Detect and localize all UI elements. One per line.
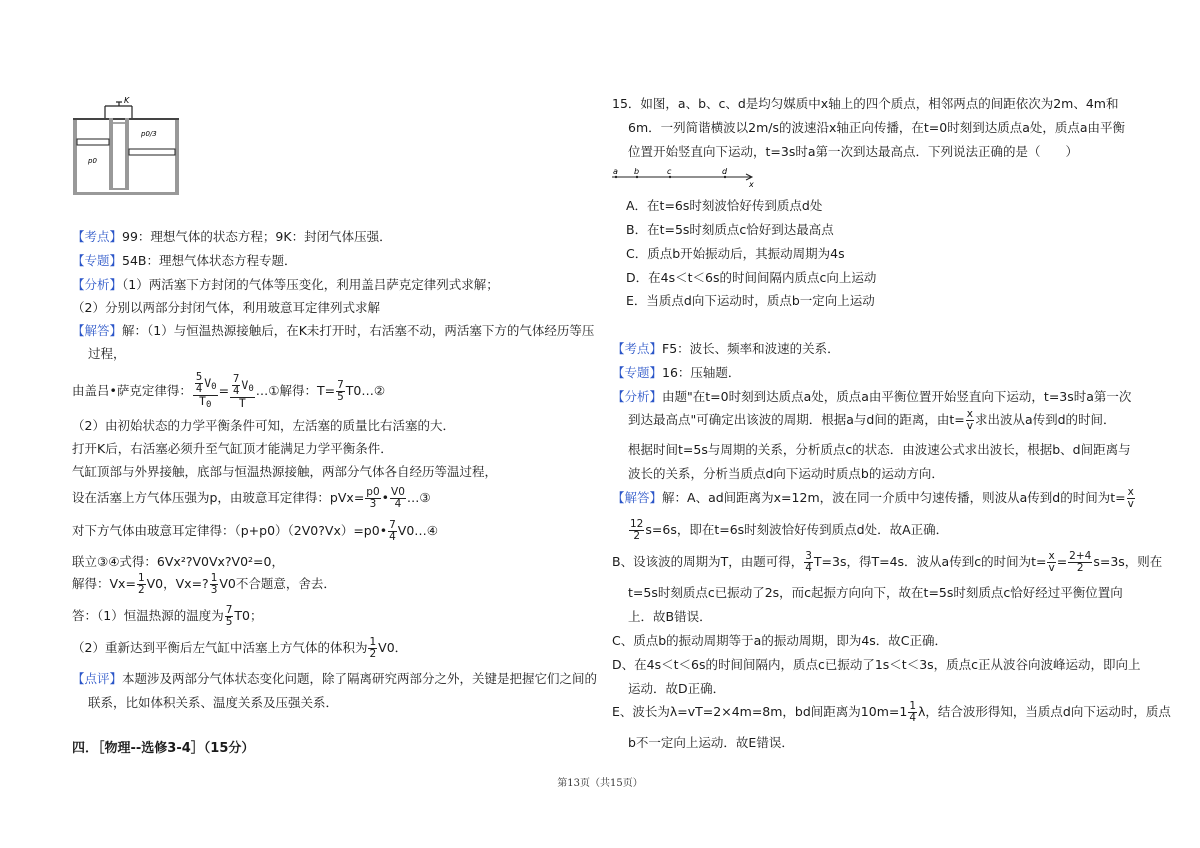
kaodian-r-line (612, 341, 840, 357)
q15-line-2: 6m．一列简谐横波以2m/s的波速沿x轴正向传播，在t=0时刻到达质点a处，质点a由平衡 (628, 120, 1126, 135)
eq6-prefix: 解得：Vx= (72, 576, 136, 591)
eq8-n1: 1 (369, 636, 377, 648)
e-n: 1 (909, 700, 917, 712)
dianping-text-1: 本题涉及两部分气体状态变化问题，除了隔离研究两部分之外，关键是把握它们之间的 (122, 671, 598, 686)
point-a-label: a (613, 167, 618, 176)
b-eq: = (1056, 554, 1068, 569)
b-n1: 3 (805, 550, 812, 562)
zhuanti-text: 54B：理想气体状态方程专题． (122, 253, 297, 268)
eq1-d2: 4 (233, 385, 240, 397)
option-b-explain-2: t=5s时刻质点c已振动了2s，而c起振方向向下，故在t=5s时刻质点c恰好经过平衡位置向 (628, 585, 1123, 600)
fenxi-tag: 【分析】 (72, 277, 123, 292)
eq6-frac1 (137, 573, 146, 596)
equation-6 (72, 572, 336, 596)
b-a: B、设该波的周期为T，由题可得， (612, 554, 804, 569)
valve-k-label: K (124, 96, 130, 105)
eq1-n2: 7 (233, 373, 240, 385)
eq8-suffix: V0． (378, 640, 408, 655)
jieda-r-l2n: 12 (630, 518, 644, 530)
zhuanti-r-text: 16：压轴题． (662, 365, 741, 380)
fenxi-r-fd: v (966, 420, 973, 432)
option-b-explain-1 (612, 550, 1162, 574)
eq1-v0b: V (241, 378, 249, 392)
eq8-prefix: （2）重新达到平衡后左气缸中活塞上方气体的体积为 (72, 640, 368, 655)
jieda-r-2: s=6s，即在t=6s时刻波恰好传到质点d处．故A正确． (645, 522, 949, 537)
fenxi-r-text-1: 由题"在t=0时刻到达质点a处，质点a由平衡位置开始竖直向下运动，t=3s时a第一次 (662, 389, 1132, 404)
eq1-mid: …①解得：T= (255, 383, 336, 398)
eq4-suffix: V0…④ (397, 523, 438, 538)
eq1-v0: V (204, 376, 212, 390)
fenxi-r-line-2 (612, 408, 1116, 432)
eq6-suffix: V0不合题意，舍去． (219, 576, 336, 591)
zhuanti-r-tag: 【专题】 (612, 365, 663, 380)
left-gas-label: p0 (88, 157, 97, 165)
b-frac3 (1068, 551, 1092, 574)
b-b: T=3s，得T=4s．波从a传到c的时间为t= (813, 554, 1047, 569)
kaodian-r-tag: 【考点】 (612, 341, 663, 356)
eq7-d1: 5 (225, 616, 233, 628)
kaodian-r-text: F5：波长、频率和波速的关系． (662, 341, 840, 356)
right-gas-label: p0/3 (141, 130, 157, 138)
option-e: E．当质点d向下运动时，质点b一定向上运动 (626, 293, 875, 308)
jieda-text-1: 解：（1）与恒温热源接触后，在K未打开时，右活塞不动，两活塞下方的气体经历等压 (122, 323, 595, 338)
jieda-r-fn: x (1127, 486, 1134, 498)
fenxi-line (72, 277, 499, 293)
b-c: s=3s，则在 (1093, 554, 1163, 569)
option-e-explain-1 (612, 700, 1171, 724)
axis-x-label: x (749, 180, 754, 189)
eq1-t0-sub: 0 (205, 400, 212, 410)
option-e-explain-2: b不一定向上运动．故E错误． (628, 735, 794, 750)
eq3-n2: V0 (391, 486, 405, 498)
fenxi-text-2: （2）分别以两部分封闭气体，利用玻意耳定律列式求解 (72, 300, 380, 315)
option-c: C．质点b开始振动后，其振动周期为4s (626, 246, 845, 261)
eq1-n1: 5 (195, 371, 203, 383)
fenxi-text-1: （1）两活塞下方封闭的气体等压变化，利用盖吕萨克定律列式求解； (122, 277, 499, 292)
equation-4 (72, 519, 438, 543)
eq7-prefix: 答：（1）恒温热源的温度为 (72, 608, 224, 623)
eq4-prefix: 对下方气体由玻意耳定律得：（p+p0）（2V0?Vx）=p0• (72, 523, 388, 538)
eq1-fd: 5 (337, 391, 344, 403)
point-b-label: b (634, 167, 640, 176)
dianping-text-2: 联系，比如体积关系、温度关系及压强关系． (88, 695, 339, 710)
b-frac1 (804, 551, 813, 574)
fenxi-r-text-3: 根据时间t=5s与周期的关系，分析质点c的状态．由波速公式求出波长，根据b、d间距离与 (628, 442, 1131, 457)
eq6-mid: V0，Vx=? (146, 576, 209, 591)
fenxi-r-2b: 求出波从a传到d的时间． (974, 412, 1116, 427)
eq1-suffix: T0…② (345, 383, 386, 398)
jieda-r-line-1 (612, 486, 1136, 510)
dianping-tag: 【点评】 (72, 671, 123, 686)
fenxi-r-line (612, 389, 1131, 405)
option-d-explain-1: D、在4s＜t＜6s的时间间隔内，质点c已振动了1s＜t＜3s，质点c正从波谷向波峰运动，即向上 (612, 657, 1141, 672)
para-3: 打开K后，右活塞必须升至气缸顶才能满足力学平衡条件． (72, 441, 393, 456)
b-n3: 2+4 (1069, 550, 1092, 562)
equation-8 (72, 636, 407, 660)
eq1-t0: T (199, 394, 206, 408)
jieda-tag: 【解答】 (72, 323, 123, 338)
dianping-line (72, 671, 597, 687)
point-c-label: c (667, 167, 672, 176)
eq1-v0-sub: 0 (211, 382, 217, 392)
eq3-frac2 (390, 487, 406, 510)
eq7-frac (225, 605, 234, 628)
jieda-r-frac (1127, 487, 1135, 510)
eq4-d1: 4 (389, 531, 396, 543)
eq1-v0b-sub: 0 (248, 384, 254, 394)
eq3-d2: 4 (394, 498, 402, 510)
fenxi-r-frac (966, 409, 974, 432)
kaodian-text: 99：理想气体的状态方程；9K：封闭气体压强． (122, 229, 392, 244)
e-a: E、波长为λ=vT=2×4m=8m，bd间距离为10m=1 (612, 704, 908, 719)
b-d1: 4 (805, 562, 812, 574)
eq6-frac2 (210, 573, 219, 596)
eq3-suffix: …③ (406, 490, 431, 505)
cylinder-figure (72, 96, 182, 196)
eq1-fraction-right (230, 374, 255, 409)
eq3-d1: 3 (369, 498, 377, 510)
eq4-frac (388, 520, 397, 543)
eq3-dot: • (381, 490, 390, 505)
zhuanti-r-line (612, 365, 740, 381)
e-b: λ，结合波形得知，当质点d向下运动时，质点 (918, 704, 1171, 719)
jieda-r-tag: 【解答】 (612, 490, 663, 505)
eq3-frac1 (365, 487, 380, 510)
option-a: A．在t=6s时刻波恰好传到质点d处 (626, 198, 823, 213)
option-c-explain: C、质点b的振动周期等于a的振动周期，即为4s．故C正确． (612, 633, 948, 648)
eq1-t: T (238, 396, 246, 410)
fenxi-r-2a: 到达最高点"可确定出该波的周期．根据a与d间的距离，由t= (628, 412, 965, 427)
e-frac (908, 701, 917, 724)
jieda-text-1b: 过程， (88, 346, 126, 361)
option-b-explain-3: 上．故B错误． (628, 609, 712, 624)
eq8-d1: 2 (369, 648, 377, 660)
equation-7 (72, 604, 263, 628)
kaodian-line (72, 229, 392, 245)
eq6-n2: 1 (210, 572, 218, 584)
eq1-fraction-result (336, 380, 345, 403)
eq1-fn: 7 (337, 379, 344, 391)
jieda-r-l2d: 2 (633, 530, 641, 542)
para-2: （2）由初始状态的力学平衡条件可知，左活塞的质量比右活塞的大． (72, 418, 455, 433)
b-frac2 (1047, 551, 1055, 574)
para-5: 联立③④式得：6Vx²?V0Vx?V0²=0， (72, 554, 284, 569)
fenxi-r-fn: x (966, 408, 973, 420)
eq7-n1: 7 (225, 604, 233, 616)
eq3-prefix: 设在活塞上方气体压强为p，由玻意耳定律得：pVx= (72, 490, 365, 505)
jieda-r-frac2 (629, 519, 644, 542)
option-d: D．在4s＜t＜6s的时间间隔内质点c向上运动 (626, 270, 877, 285)
zhuanti-line (72, 253, 297, 269)
jieda-r-fd: v (1127, 498, 1134, 510)
eq6-n1: 1 (137, 572, 145, 584)
eq1-prefix: 由盖吕•萨克定律得： (72, 383, 192, 398)
eq6-d1: 2 (137, 584, 145, 596)
jieda-r-line-2 (612, 518, 948, 542)
eq3-n1: p0 (366, 486, 380, 498)
fenxi-r-text-4: 波长的关系，分析当质点d向下运动时质点b的运动方向． (628, 466, 944, 481)
eq6-d2: 3 (210, 584, 218, 596)
equation-3 (72, 486, 431, 510)
para-4: 气缸顶部与外界接触，底部与恒温热源接触，两部分气体各自经历等温过程， (72, 464, 498, 479)
eq4-n1: 7 (389, 519, 396, 531)
option-b: B．在t=5s时刻质点c恰好到达最高点 (626, 222, 834, 237)
kaodian-tag: 【考点】 (72, 229, 123, 244)
jieda-line (72, 323, 594, 339)
point-d-label: d (722, 167, 728, 176)
eq1-fraction-left (193, 372, 218, 411)
e-d: 4 (909, 712, 917, 724)
b-n2: x (1048, 550, 1055, 562)
q15-line-1: 15．如图，a、b、c、d是均匀媒质中x轴上的四个质点，相邻两点的间距依次为2m、4m和 (612, 96, 1119, 111)
zhuanti-tag: 【专题】 (72, 253, 123, 268)
jieda-r-1a: 解：A、ad间距离为x=12m，波在同一介质中匀速传播，则波从a传到d的时间为t= (662, 490, 1126, 505)
eq7-suffix: T0； (234, 608, 263, 623)
page-footer: 第13页（共15页） (557, 778, 643, 789)
equation-1: 由盖吕•萨克定律得： $\frac{5}{4}$ V0 T0 = $\frac{7}{4}$ V0 T …①解得：T= $\frac{7}{5}$ T0…② (72, 371, 386, 410)
x-axis-figure (612, 165, 762, 189)
q15-line-3: 位置开始竖直向下运动，t=3s时a第一次到达最高点．下列说法正确的是（ ） (628, 144, 1079, 159)
eq1-d1: 4 (195, 383, 203, 395)
section-title: 四．［物理--选修3-4］（15分） (72, 741, 255, 756)
option-d-explain-2: 运动．故D正确． (628, 681, 726, 696)
b-d3: 2 (1076, 562, 1084, 574)
b-d2: v (1048, 562, 1055, 574)
eq8-frac (368, 637, 377, 660)
fenxi-r-tag: 【分析】 (612, 389, 663, 404)
